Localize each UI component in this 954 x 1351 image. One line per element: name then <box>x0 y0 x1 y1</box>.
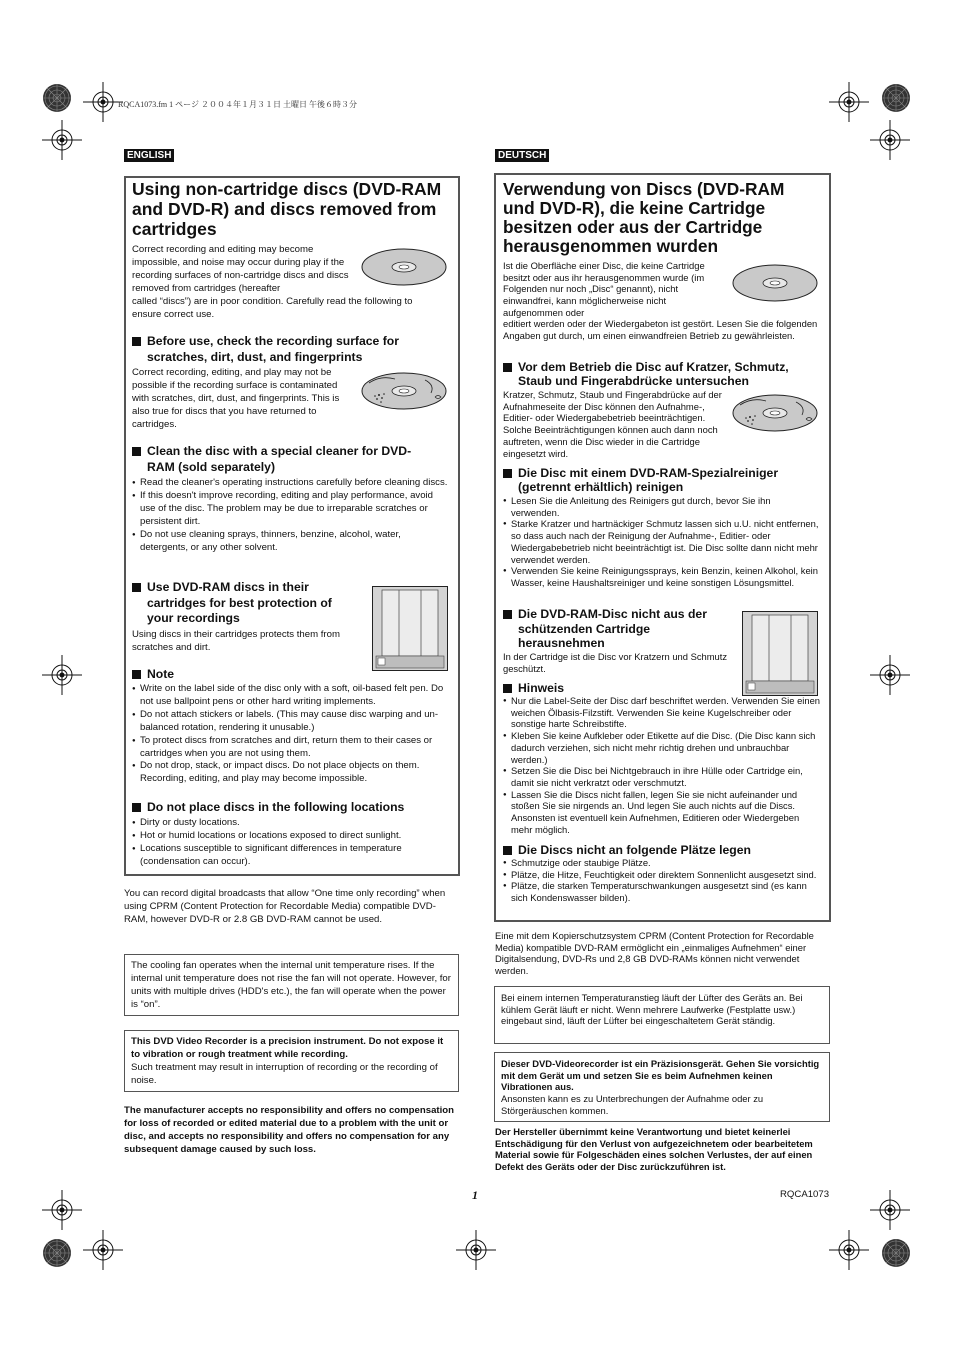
english-intro-continued: called “discs”) are in poor condition. Carefully read the following to ensure correct use. <box>132 296 413 320</box>
list-item: ● Do not attach stickers or labels. (This may cause disc warping and un-balanced rotation, rendering it unusable.) <box>132 709 452 735</box>
english-disclaimer: The manufacturer accepts no responsibility and offers no compensation for loss of recorded or edited material due to a problem with the unit or disc, and accepts no responsibility and offers no compensation for any subsequent damage caused by such loss. <box>124 1105 454 1155</box>
english-title: Using non-cartridge discs (DVD-RAM and DVD-R) and discs removed from cartridges <box>132 179 442 239</box>
list-item: ● Schmutzige oder staubige Plätze. <box>503 857 819 869</box>
list-item: ● Plätze, die Hitze, Feuchtigkeit oder direktem Sonnenlicht ausgesetzt sind. <box>503 869 819 881</box>
precision-warning-text: Such treatment may result in interruption of recording or the recording of noise. <box>131 1061 438 1086</box>
deutsch-use-text: In der Cartridge ist die Disc vor Kratzern und Schmutz geschützt. <box>503 651 728 674</box>
english-intro: Correct recording and editing may become impossible, and noise may occur during play if the recording surfaces of non-cartridge discs and discs removed from cartridges (hereafter <box>132 244 349 294</box>
precision-warning-bold: Dieser DVD-Videorecorder ist ein Präzisionsgerät. Gehen Sie vorsichtig mit dem Gerät um und setzen Sie es beim Aufnehmen keinen Vibrationen aus. <box>501 1058 820 1093</box>
cartridge-icon <box>742 611 820 698</box>
deutsch-intro-continued: editiert werden oder der Wiedergabeton ist gestört. Lesen Sie die folgenden Angaben gut durch, um einen einwandfreien Betrieb zu gewährleisten. <box>503 318 818 341</box>
english-precision-note <box>124 1030 459 1092</box>
list-item: ● Hot or humid locations or locations exposed to direct sunlight. <box>132 830 450 843</box>
list-item: ● Dirty or dusty locations. <box>132 817 450 830</box>
disc-icon <box>361 247 449 289</box>
page-number: 1 <box>472 1188 478 1202</box>
english-note-list <box>132 683 452 786</box>
deutsch-intro: Ist die Oberfläche einer Disc, die keine Cartridge besitzt oder aus ihr herausgenommen wurde (im Folgenden nur noch „Disc“ genannt), nicht einwandfrei, kann möglicherweise nicht aufgenommen oder <box>503 260 705 318</box>
english-heading-use-cartridge: Use DVD-RAM discs in their cartridges for best protection of your recordings <box>132 580 354 627</box>
english-heading-check-surface: Before use, check the recording surface for scratches, dirt, dust, and fingerprints <box>132 334 432 365</box>
english-heading-locations: Do not place discs in the following locations <box>132 800 452 816</box>
list-item: ● Read the cleaner's operating instructions carefully before cleaning discs. <box>132 477 450 490</box>
english-heading-clean-disc: Clean the disc with a special cleaner for DVD-RAM (sold separately) <box>132 444 412 475</box>
list-item: ● Do not use cleaning sprays, thinners, benzine, alcohol, water, detergents, or any other solvent. <box>132 529 450 555</box>
list-item: ● Lassen Sie die Discs nicht fallen, legen Sie sie nicht aufeinander und stoßen Sie sie nirgends an. Und legen Sie auch nichts auf die Discs. Ansonsten ist eventuell kein Aufnehmen, Editieren oder Wiedergeben mehr möglich. <box>503 789 821 836</box>
list-item: ● Locations susceptible to significant differences in temperature (condensation can occur). <box>132 843 450 869</box>
dirty-disc-icon <box>361 371 449 413</box>
precision-warning-text: Ansonsten kann es zu Unterbrechungen der Aufnahme oder zu Störgeräuschen kommen. <box>501 1093 764 1116</box>
list-item: ● Verwenden Sie keine Reinigungssprays, kein Benzin, keinen Alkohol, kein Wasser, keine Haushaltsreiniger und keine sonstigen Lösungsmittel. <box>503 565 819 588</box>
english-check-text: Correct recording, editing, and play may not be possible if the recording surface is contaminated with scratches, dirt, dust, and fingerprints. This is also true for discs that you have returned to cartridges. <box>132 367 340 430</box>
english-heading-note: Note <box>132 667 332 683</box>
deutsch-heading-clean-disc: Die Disc mit einem DVD-RAM-Spezialreiniger (getrennt erhältlich) reinigen <box>503 466 813 494</box>
language-badge-english: ENGLISH <box>124 149 174 162</box>
list-item: ● Starke Kratzer und hartnäckiger Schmutz lassen sich u.U. nicht entfernen, so dass auch nach der Reinigung der Aufnahme-, Editier- oder Wiedergabebetrieb nicht beeinträchtigt ist. Die Disc sollte dann nicht mehr verwendet werden. <box>503 518 819 565</box>
deutsch-heading-note: Hinweis <box>503 681 703 697</box>
cartridge-icon <box>372 586 450 673</box>
deutsch-heading-locations: Die Discs nicht an folgende Plätze legen <box>503 843 819 859</box>
deutsch-heading-check-surface: Vor dem Betrieb die Disc auf Kratzer, Schmutz, Staub und Fingerabdrücke untersuchen <box>503 360 813 388</box>
document-code: RQCA1073 <box>780 1189 830 1200</box>
deutsch-locations-list <box>503 857 819 904</box>
deutsch-precision-note <box>494 1052 830 1122</box>
deutsch-title: Verwendung von Discs (DVD-RAM und DVD-R), die keine Cartridge besitzen oder aus der Cartridge herausgenommen wurden <box>503 179 785 257</box>
deutsch-heading-use-cartridge: Die DVD-RAM-Disc nicht aus der schützenden Cartridge herausnehmen <box>503 607 733 651</box>
english-locations-list <box>132 817 450 869</box>
deutsch-disclaimer: Der Hersteller übernimmt keine Verantwortung und bietet keinerlei Entschädigung für den Verlust von aufgezeichnetem oder bearbeitetem Material sowie für Folgeschäden eines solchen Verlustes, der auf einen Defekt des Geräts oder der Disc zurückzuführen ist. <box>495 1126 813 1173</box>
deutsch-clean-list <box>503 495 819 589</box>
deutsch-note-list <box>503 695 821 835</box>
english-fan-note <box>124 954 459 1016</box>
file-header: RQCA1073.fm 1 ページ ２００４年１月３１日 土曜日 午後６時３分 <box>118 100 357 109</box>
list-item: ● Do not drop, stack, or impact discs. Do not place objects on them. Recording, editing, and play may become impossible. <box>132 760 452 786</box>
list-item: ● If this doesn't improve recording, editing and play performance, avoid use of the disc. The problem may be due to irreparable scratches or persistent dirt. <box>132 490 450 529</box>
list-item: ● Nur die Label-Seite der Disc darf beschriftet werden. Verwenden Sie einen weichen Ölbasis-Filzstift. Verwenden Sie keine Kugelschreiber oder sonstige harte Schreibstifte. <box>503 695 821 730</box>
english-cprm-text: You can record digital broadcasts that allow “One time only recording” when using CPRM (Content Protection for Recordable Media) compatible DVD-RAM, however DVD-R or 2.8 GB DVD-RAM cannot be used. <box>124 888 446 925</box>
disc-icon <box>732 263 820 305</box>
list-item: ● Write on the label side of the disc only with a soft, oil-based felt pen. Do not use ballpoint pens or other hard writing implements. <box>132 683 452 709</box>
english-clean-list <box>132 477 450 554</box>
fan-note-text: The cooling fan operates when the internal unit temperature rises. If the internal unit temperature does not rise the fan will not operate. However, for units with multiple drives (HDD's etc.), the fan will operate when the power is “on”. <box>131 960 451 1010</box>
english-use-text: Using discs in their cartridges protects them from scratches and dirt. <box>132 629 340 653</box>
precision-warning-bold: This DVD Video Recorder is a precision instrument. Do not expose it to vibration or rough treatment while recording. <box>131 1036 444 1060</box>
fan-note-text: Bei einem internen Temperaturanstieg läuft der Lüfter des Geräts an. Bei kühlem Gerät läuft er nicht. Wenn mehrere Laufwerke (Festplatte usw.) eingebaut sind, läuft der Lüfter bei eingeschaltetem Gerät ständig. <box>501 992 803 1027</box>
list-item: ● Lesen Sie die Anleitung des Reinigers gut durch, bevor Sie ihn verwenden. <box>503 495 819 518</box>
list-item: ● To protect discs from scratches and dirt, return them to their cases or cartridges when you are not using them. <box>132 735 452 761</box>
dirty-disc-icon <box>732 393 820 435</box>
deutsch-check-text: Kratzer, Schmutz, Staub und Fingerabdrücke auf der Aufnahmeseite der Disc können den Aufnahme-, Editier- oder Wiedergabebetrieb beeinträchtigen. Solche Beeinträchtigungen können auch dann noch auftreten, wenn die Disc wieder in die Cartridge eingesetzt wird. <box>503 389 722 459</box>
deutsch-cprm-text: Eine mit dem Kopierschutzsystem CPRM (Content Protection for Recordable Media) kompatible DVD-RAM ermöglicht ein „einmaliges Aufnehmen“ einer Digitalsendung, DVD-Rs und 2,8 GB DVD-RAMs können nicht verwendet werden. <box>495 930 814 977</box>
deutsch-fan-note <box>494 986 830 1044</box>
list-item: ● Setzen Sie die Disc bei Nichtgebrauch in ihre Hülle oder Cartridge ein, damit sie nicht verkratzt oder verschmutzt. <box>503 765 821 788</box>
list-item: ● Kleben Sie keine Aufkleber oder Etikette auf die Disc. (Die Disc kann sich dadurch verziehen, sich nicht mehr richtig drehen und unbrauchbar werden.) <box>503 730 821 765</box>
language-badge-deutsch: DEUTSCH <box>495 149 549 162</box>
list-item: ● Plätze, die starken Temperaturschwankungen ausgesetzt sind (es kann sich Kondenswasser bilden). <box>503 880 819 903</box>
